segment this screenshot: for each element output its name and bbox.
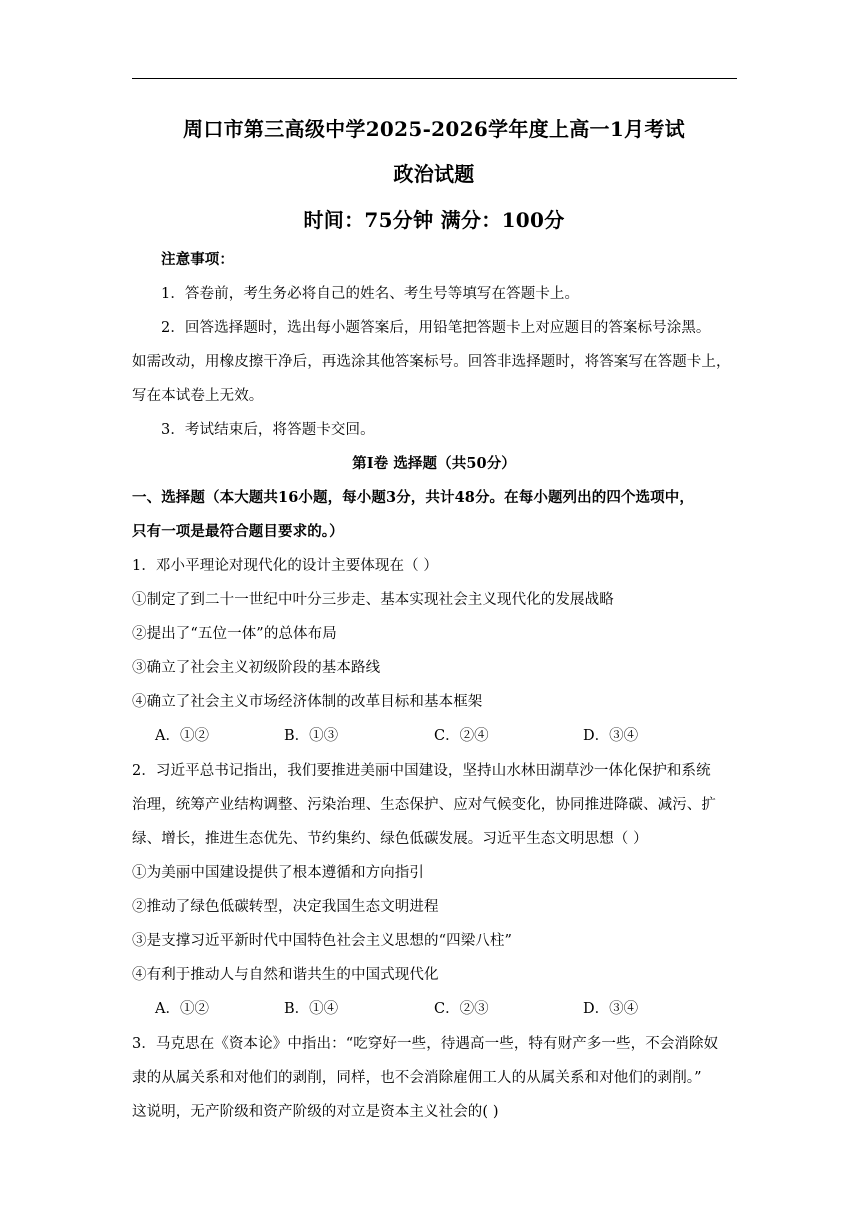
q2-statement-1: ①为美丽中国建设提供了根本遵循和方向指引 <box>132 865 424 881</box>
notice-line-1: 1．答卷前，考生务必将自己的姓名、考生号等填写在答题卡上。 <box>161 286 580 302</box>
q2-option-d: D．③④ <box>583 1001 639 1017</box>
notice-heading: 注意事项： <box>161 251 234 268</box>
q2-statement-4: ④有利于推动人与自然和谐共生的中国式现代化 <box>132 967 439 983</box>
q1-option-a: A．①② <box>155 728 209 744</box>
q2-statement-2: ②推动了绿色低碳转型，决定我国生态文明进程 <box>132 899 439 915</box>
q1-option-b: B．①③ <box>284 728 339 744</box>
q2-statement-3: ③是支撑习近平新时代中国特色社会主义思想的“四梁八柱” <box>132 933 513 949</box>
exam-title: 周口市第三高级中学2025-2026学年度上高一1月考试 <box>183 117 685 141</box>
notice-line-2c: 写在本试卷上无效。 <box>132 388 264 404</box>
q2-stem-a: 2．习近平总书记指出，我们要推进美丽中国建设，坚持山水林田湖草沙一体化保护和系统 <box>132 763 711 779</box>
q2-option-b: B．①④ <box>284 1001 339 1017</box>
notice-line-2a: 2．回答选择题时，选出每小题答案后，用铅笔把答题卡上对应题目的答案标号涂黑。 <box>161 320 711 336</box>
q1-statement-2: ②提出了“五位一体”的总体布局 <box>132 626 337 642</box>
q1-statement-1: ①制定了到二十一世纪中叶分三步走、基本实现社会主义现代化的发展战略 <box>132 592 614 608</box>
section-instruction-a: 一、选择题（本大题共16小题，每小题3分，共计48分。在每小题列出的四个选项中， <box>132 489 694 506</box>
q2-stem-b: 治理，统筹产业结构调整、污染治理、生态保护、应对气候变化，协同推进降碳、减污、扩 <box>132 797 716 813</box>
q3-stem-c: 这说明，无产阶级和资产阶级的对立是资本主义社会的( ) <box>132 1104 499 1120</box>
notice-line-3: 3．考试结束后，将答题卡交回。 <box>161 422 375 438</box>
notice-line-2b: 如需改动，用橡皮擦干净后，再选涂其他答案标号。回答非选择题时，将答案写在答题卡上， <box>132 354 731 370</box>
q1-stem: 1．邓小平理论对现代化的设计主要体现在（ ） <box>132 558 439 574</box>
time-score-line: 时间：75分钟 满分：100分 <box>303 208 565 232</box>
header-rule <box>132 78 737 79</box>
q2-option-a: A．①② <box>155 1001 209 1017</box>
section-title: 第Ⅰ卷 选择题（共50分） <box>352 455 516 472</box>
q1-statement-3: ③确立了社会主义初级阶段的基本路线 <box>132 660 381 676</box>
q3-stem-b: 隶的从属关系和对他们的剥削，同样，也不会消除雇佣工人的从属关系和对他们的剥削。” <box>132 1070 702 1086</box>
q1-statement-4: ④确立了社会主义市场经济体制的改革目标和基本框架 <box>132 694 483 710</box>
q2-stem-c: 绿、增长，推进生态优先、节约集约、绿色低碳发展。习近平生态文明思想（ ） <box>132 831 648 847</box>
section-instruction-b: 只有一项是最符合题目要求的。） <box>132 523 344 540</box>
q1-option-c: C．②④ <box>434 728 489 744</box>
q3-stem-a: 3．马克思在《资本论》中指出：“吃穿好一些，待遇高一些，特有财产多一些，不会消除奴 <box>132 1036 719 1052</box>
q1-option-d: D．③④ <box>583 728 639 744</box>
subject-title: 政治试题 <box>393 162 475 186</box>
q2-option-c: C．②③ <box>434 1001 489 1017</box>
